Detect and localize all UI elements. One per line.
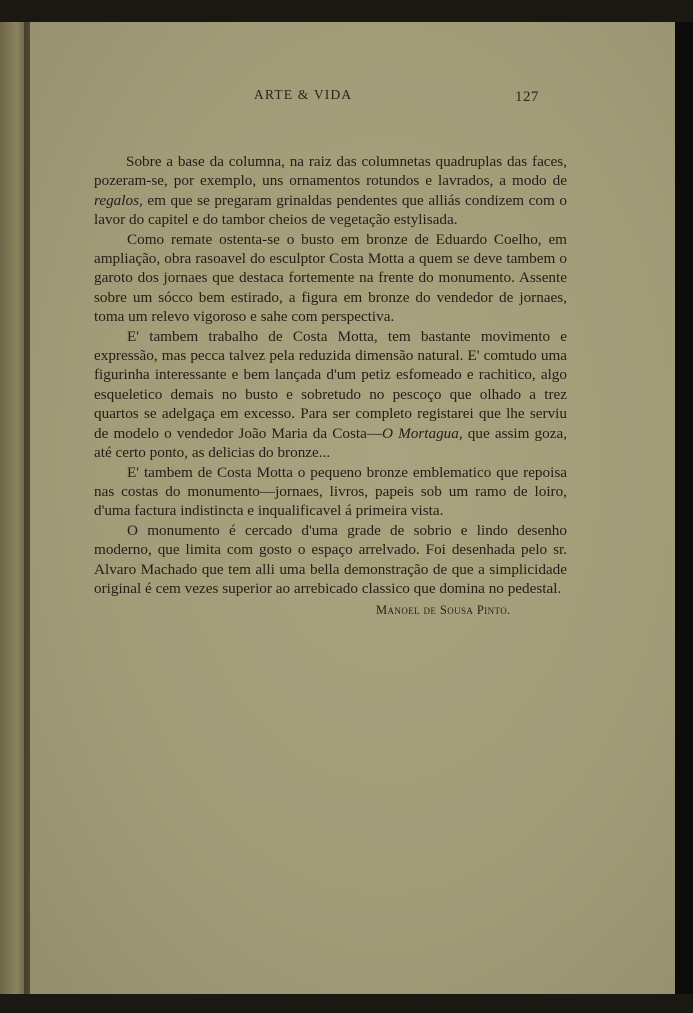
paragraph-4: E' tambem de Costa Motta o pequeno bronze emblematico que repoisa nas costas do monumento—jornaes, livros, papeis sob um ramo de loiro, d'uma factura indistincta e inqualificavel á primeira vista. [94, 463, 567, 520]
running-head [30, 87, 675, 109]
article-body [94, 152, 567, 598]
paragraph-2: Como remate ostenta-se o busto em bronze de Eduardo Coelho, em ampliação, obra rasoavel do esculptor Costa Motta a quem se deve tambem o garoto dos jornaes que destaca fortemente na frente do monumento. Assente sobre um sócco bem estirado, a figura em bronze do vendedor de jornaes, toma um relevo vigoroso e sahe com perspectiva. [94, 230, 567, 326]
italic-term-regalos: regalos, [94, 191, 143, 209]
running-title: ARTE & VIDA [254, 87, 353, 102]
paragraph-3-end: que assim goza, até certo ponto, as delicias do bronze... [94, 424, 568, 462]
author-signature: Manoel de Sousa Pinto. [376, 603, 511, 617]
paragraph-3 [94, 327, 567, 463]
italic-name-mortagua: O Mortagua, [382, 424, 463, 442]
book-page [30, 22, 675, 994]
paragraph-1-start: Sobre a base da columna, na raiz das columnetas quadruplas das faces, pozeram-se, por exemplo, uns ornamentos rotundos e lavrados, a modo de [94, 153, 567, 190]
page-number: 127 [515, 89, 539, 105]
scan-border-right [675, 22, 693, 994]
paragraph-5: O monumento é cercado d'uma grade de sobrio e lindo desenho moderno, que limita com gosto o espaço arrelvado. Foi desenhada pelo sr. Alvaro Machado que tem alli uma bella demonstração de que a simplicidade original é cem vezes superior ao arrebicado classico que domina no pedestal. [94, 521, 567, 597]
paragraph-3-start: E' tambem trabalho de Costa Motta, tem bastante movimento e expressão, mas pecca talvez pela reduzida dimensão natural. E' comtudo uma figurinha interessante e bem lançada d'um petiz esfomeado e rachitico, algo esqueletico demais no busto e sobretudo no pescoço que olhado a trez quartos se adelgaça em excesso. Para ser completo registarei que lhe serviu de modelo o vendedor João Maria da Costa— [94, 327, 567, 442]
paragraph-1-end: em que se pregaram grinaldas pendentes que alliás condizem com o lavor do capitel e do tambor cheios de vegetação estylisada. [94, 191, 567, 229]
paragraph-1 [94, 152, 567, 230]
